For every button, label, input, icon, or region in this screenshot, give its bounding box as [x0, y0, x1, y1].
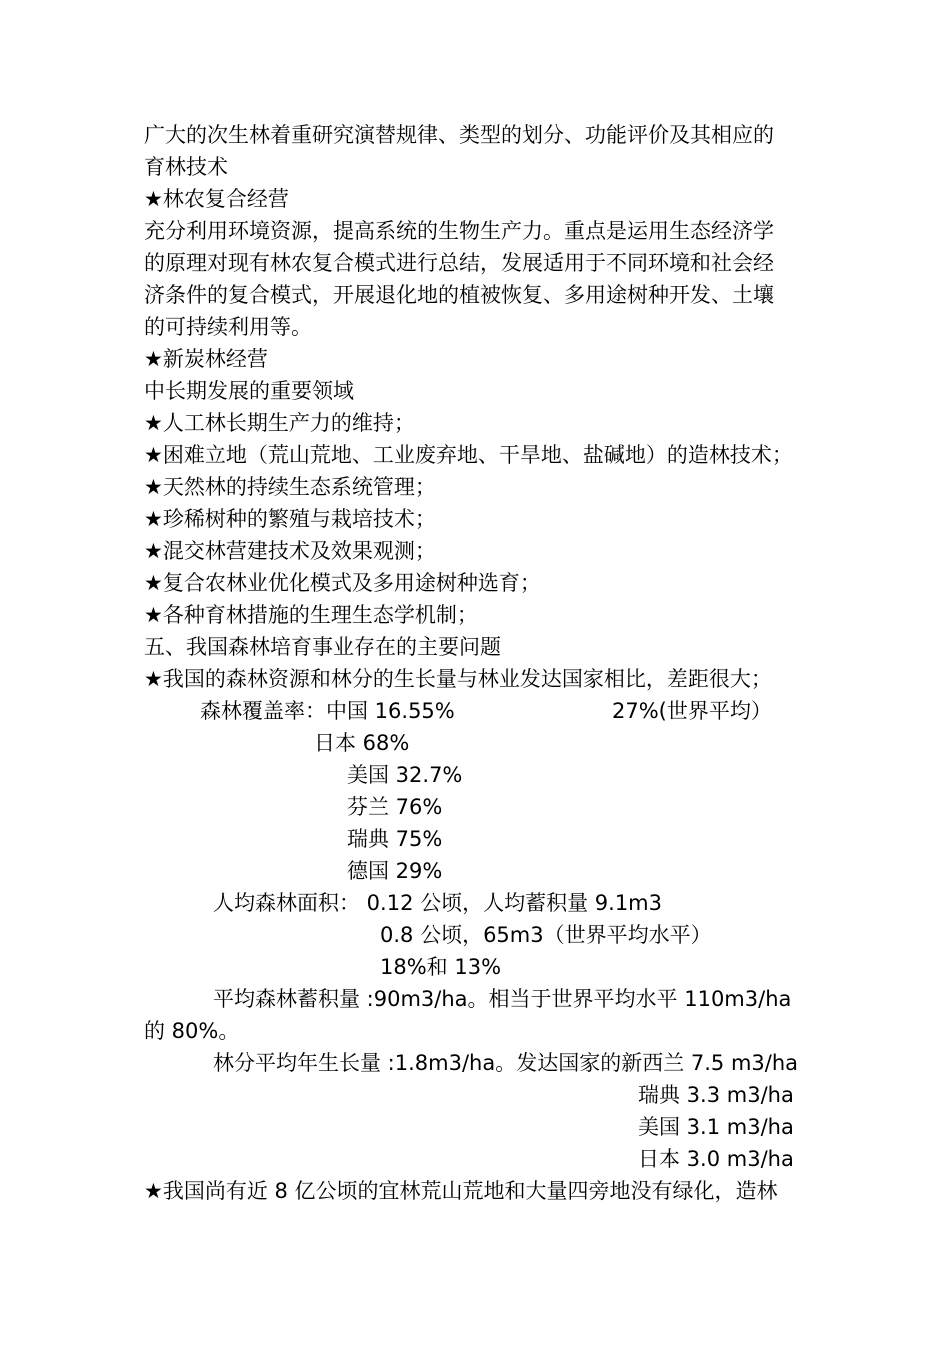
- paragraph-line: 育林技术: [144, 155, 228, 179]
- list-item: ★珍稀树种的繁殖与栽培技术；: [144, 507, 436, 531]
- list-item: ★人工林长期生产力的维持；: [144, 411, 415, 435]
- growth-country: 瑞典 3.3 m3/ha: [638, 1083, 794, 1107]
- list-item: ★我国的森林资源和林分的生长量与林业发达国家相比，差距很大；: [144, 667, 772, 691]
- list-item: ★天然林的持续生态系统管理；: [144, 475, 436, 499]
- coverage-country: 德国 29%: [347, 859, 443, 883]
- growth-country: 日本 3.0 m3/ha: [638, 1147, 794, 1171]
- paragraph-line: 广大的次生林着重研究演替规律、类型的划分、功能评价及其相应的: [144, 123, 774, 147]
- stock-line: 平均森林蓄积量 :90m3/ha。相当于世界平均水平 110m3/ha: [213, 987, 792, 1011]
- coverage-country: 日本 68%: [314, 731, 410, 755]
- growth-country: 美国 3.1 m3/ha: [638, 1115, 794, 1139]
- paragraph-line: 中长期发展的重要领域: [144, 379, 354, 403]
- section-title: 五、我国森林培育事业存在的主要问题: [144, 635, 501, 659]
- per-capita-line: 人均森林面积： 0.12 公顷，人均蓄积量 9.1m3: [213, 891, 662, 915]
- list-item: ★困难立地（荒山荒地、工业废弃地、干旱地、盐碱地）的造林技术；: [144, 443, 793, 467]
- coverage-country: 美国 32.7%: [347, 763, 463, 787]
- per-capita-line: 0.8 公顷，65m3（世界平均水平）: [380, 923, 712, 947]
- stock-line: 的 80%。: [144, 1019, 240, 1043]
- paragraph-line: 的可持续利用等。: [144, 315, 312, 339]
- list-item: ★混交林营建技术及效果观测；: [144, 539, 436, 563]
- growth-line: 林分平均年生长量 :1.8m3/ha。发达国家的新西兰 7.5 m3/ha: [213, 1051, 799, 1075]
- coverage-world: 27%(世界平均）: [612, 699, 772, 723]
- section-heading: ★林农复合经营: [144, 187, 289, 211]
- section-heading: ★新炭林经营: [144, 347, 268, 371]
- list-item: ★我国尚有近 8 亿公顷的宜林荒山荒地和大量四旁地没有绿化，造林: [144, 1179, 778, 1203]
- paragraph-line: 济条件的复合模式，开展退化地的植被恢复、多用途树种开发、土壤: [144, 283, 774, 307]
- coverage-country: 芬兰 76%: [347, 795, 443, 819]
- paragraph-line: 的原理对现有林农复合模式进行总结，发展适用于不同环境和社会经: [144, 251, 774, 275]
- coverage-country: 瑞典 75%: [347, 827, 443, 851]
- list-item: ★复合农林业优化模式及多用途树种选育；: [144, 571, 541, 595]
- list-item: ★各种育林措施的生理生态学机制；: [144, 603, 478, 627]
- per-capita-line: 18%和 13%: [380, 955, 502, 979]
- paragraph-line: 充分利用环境资源，提高系统的生物生产力。重点是运用生态经济学: [144, 219, 774, 243]
- coverage-label: 森林覆盖率：中国 16.55%: [200, 699, 455, 723]
